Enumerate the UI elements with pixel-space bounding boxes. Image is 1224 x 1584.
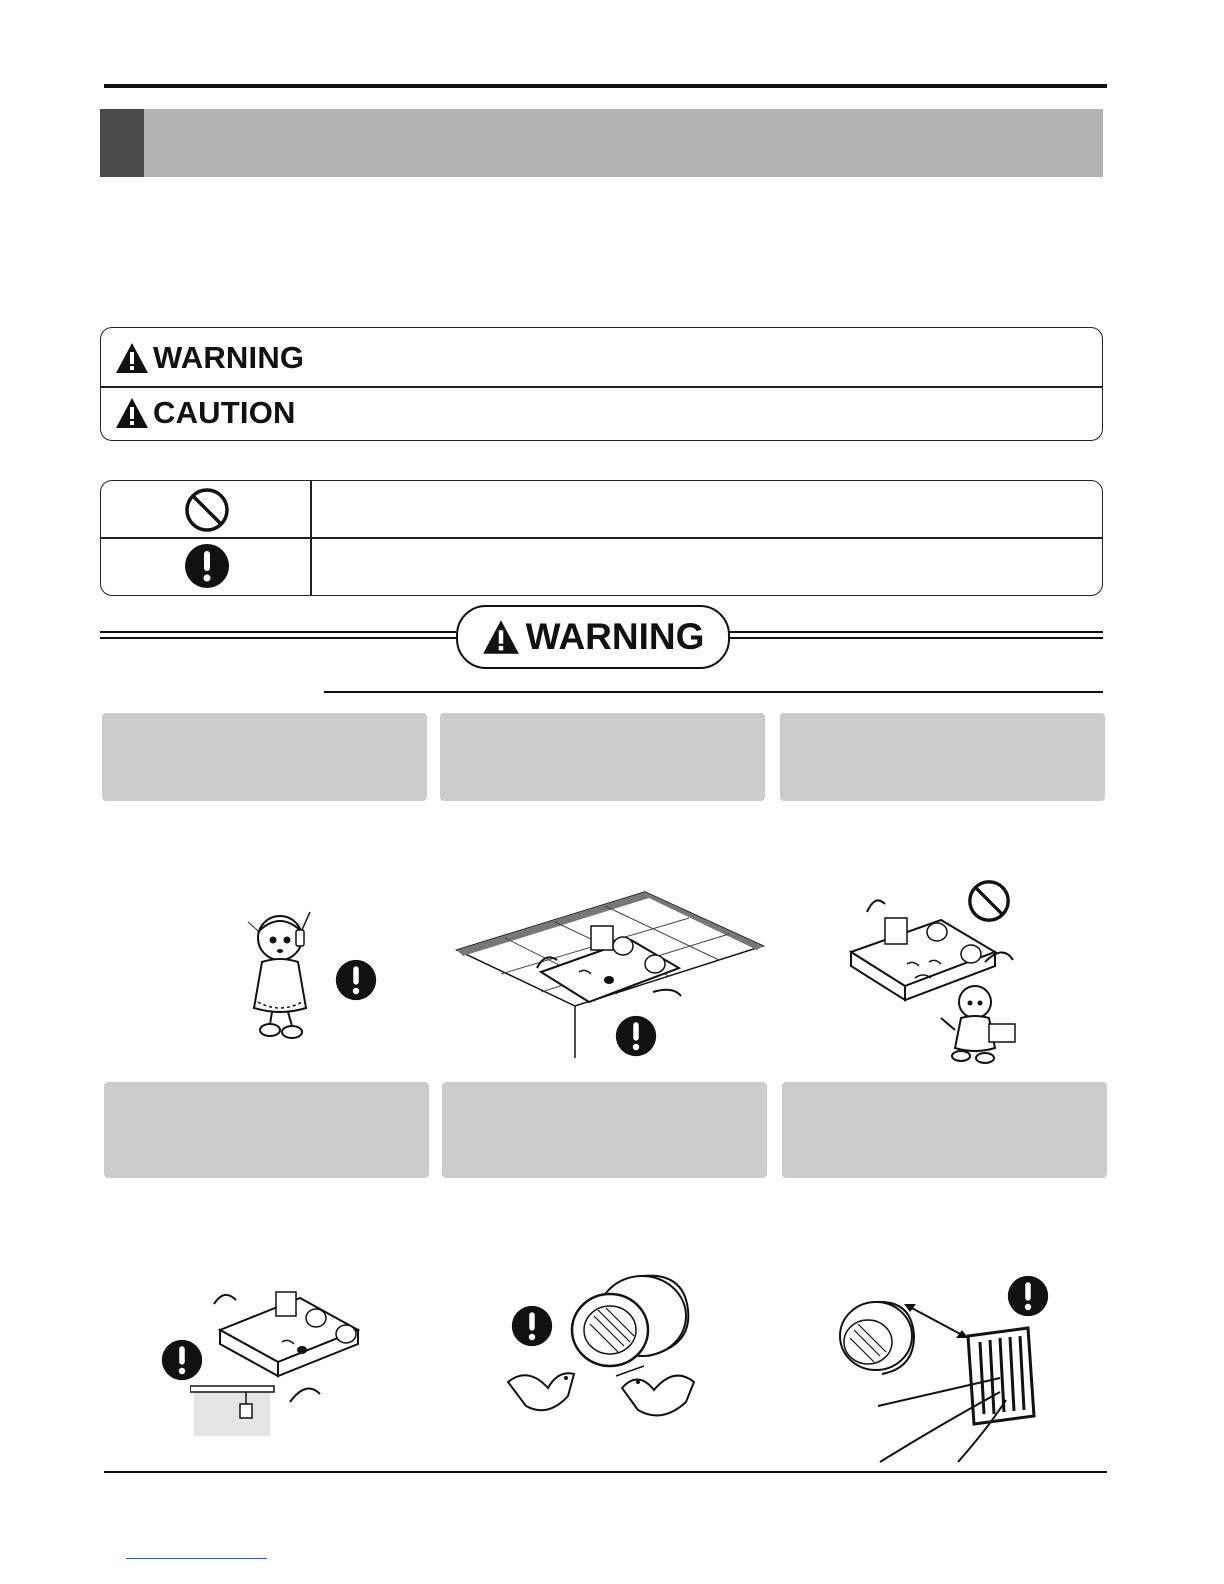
caution-label: CAUTION xyxy=(153,395,296,430)
signal-caution xyxy=(115,393,296,433)
mandatory-icon xyxy=(160,1338,204,1382)
prohibited-icon xyxy=(183,486,231,534)
signal-divider xyxy=(101,386,1102,388)
banner-line-left-bottom xyxy=(100,637,456,639)
warning-triangle-icon xyxy=(115,342,149,374)
subsection-rule xyxy=(324,691,1103,693)
banner-line-right-bottom xyxy=(726,637,1103,639)
title-band-accent xyxy=(100,109,144,177)
banner-line-left-top xyxy=(100,631,456,633)
vent-cap-and-grille-illustration xyxy=(828,1296,1038,1464)
note-box-5 xyxy=(442,1082,767,1178)
note-box-2 xyxy=(440,713,765,801)
note-box-1 xyxy=(102,713,427,801)
mandatory-icon xyxy=(1006,1274,1050,1318)
note-box-6 xyxy=(782,1082,1107,1178)
warning-label: WARNING xyxy=(153,340,305,375)
title-band xyxy=(100,109,1103,177)
banner-line-right-top xyxy=(726,631,1103,633)
footer-rule xyxy=(104,1471,1107,1473)
prohibited-icon xyxy=(966,878,1012,924)
mandatory-icon xyxy=(510,1304,554,1348)
warning-banner xyxy=(456,605,730,669)
note-box-4 xyxy=(104,1082,429,1178)
mandatory-icon xyxy=(334,958,378,1002)
caution-triangle-icon xyxy=(115,397,149,429)
footer-link-underline xyxy=(126,1558,267,1559)
note-box-3 xyxy=(780,713,1105,801)
vent-cap-and-birds-illustration xyxy=(498,1270,718,1446)
mandatory-icon xyxy=(614,1014,658,1058)
symbol-row-divider xyxy=(101,537,1102,539)
unit-in-ceiling-illustration xyxy=(445,888,775,1060)
warning-banner-label: WARNING xyxy=(525,616,705,657)
signal-word-box xyxy=(100,327,1103,441)
symbol-legend-box xyxy=(100,480,1103,596)
warning-triangle-icon xyxy=(482,619,520,655)
header-rule xyxy=(104,84,1107,88)
unit-on-support-illustration xyxy=(190,1284,370,1436)
signal-warning xyxy=(115,338,304,378)
mandatory-icon xyxy=(183,542,231,590)
